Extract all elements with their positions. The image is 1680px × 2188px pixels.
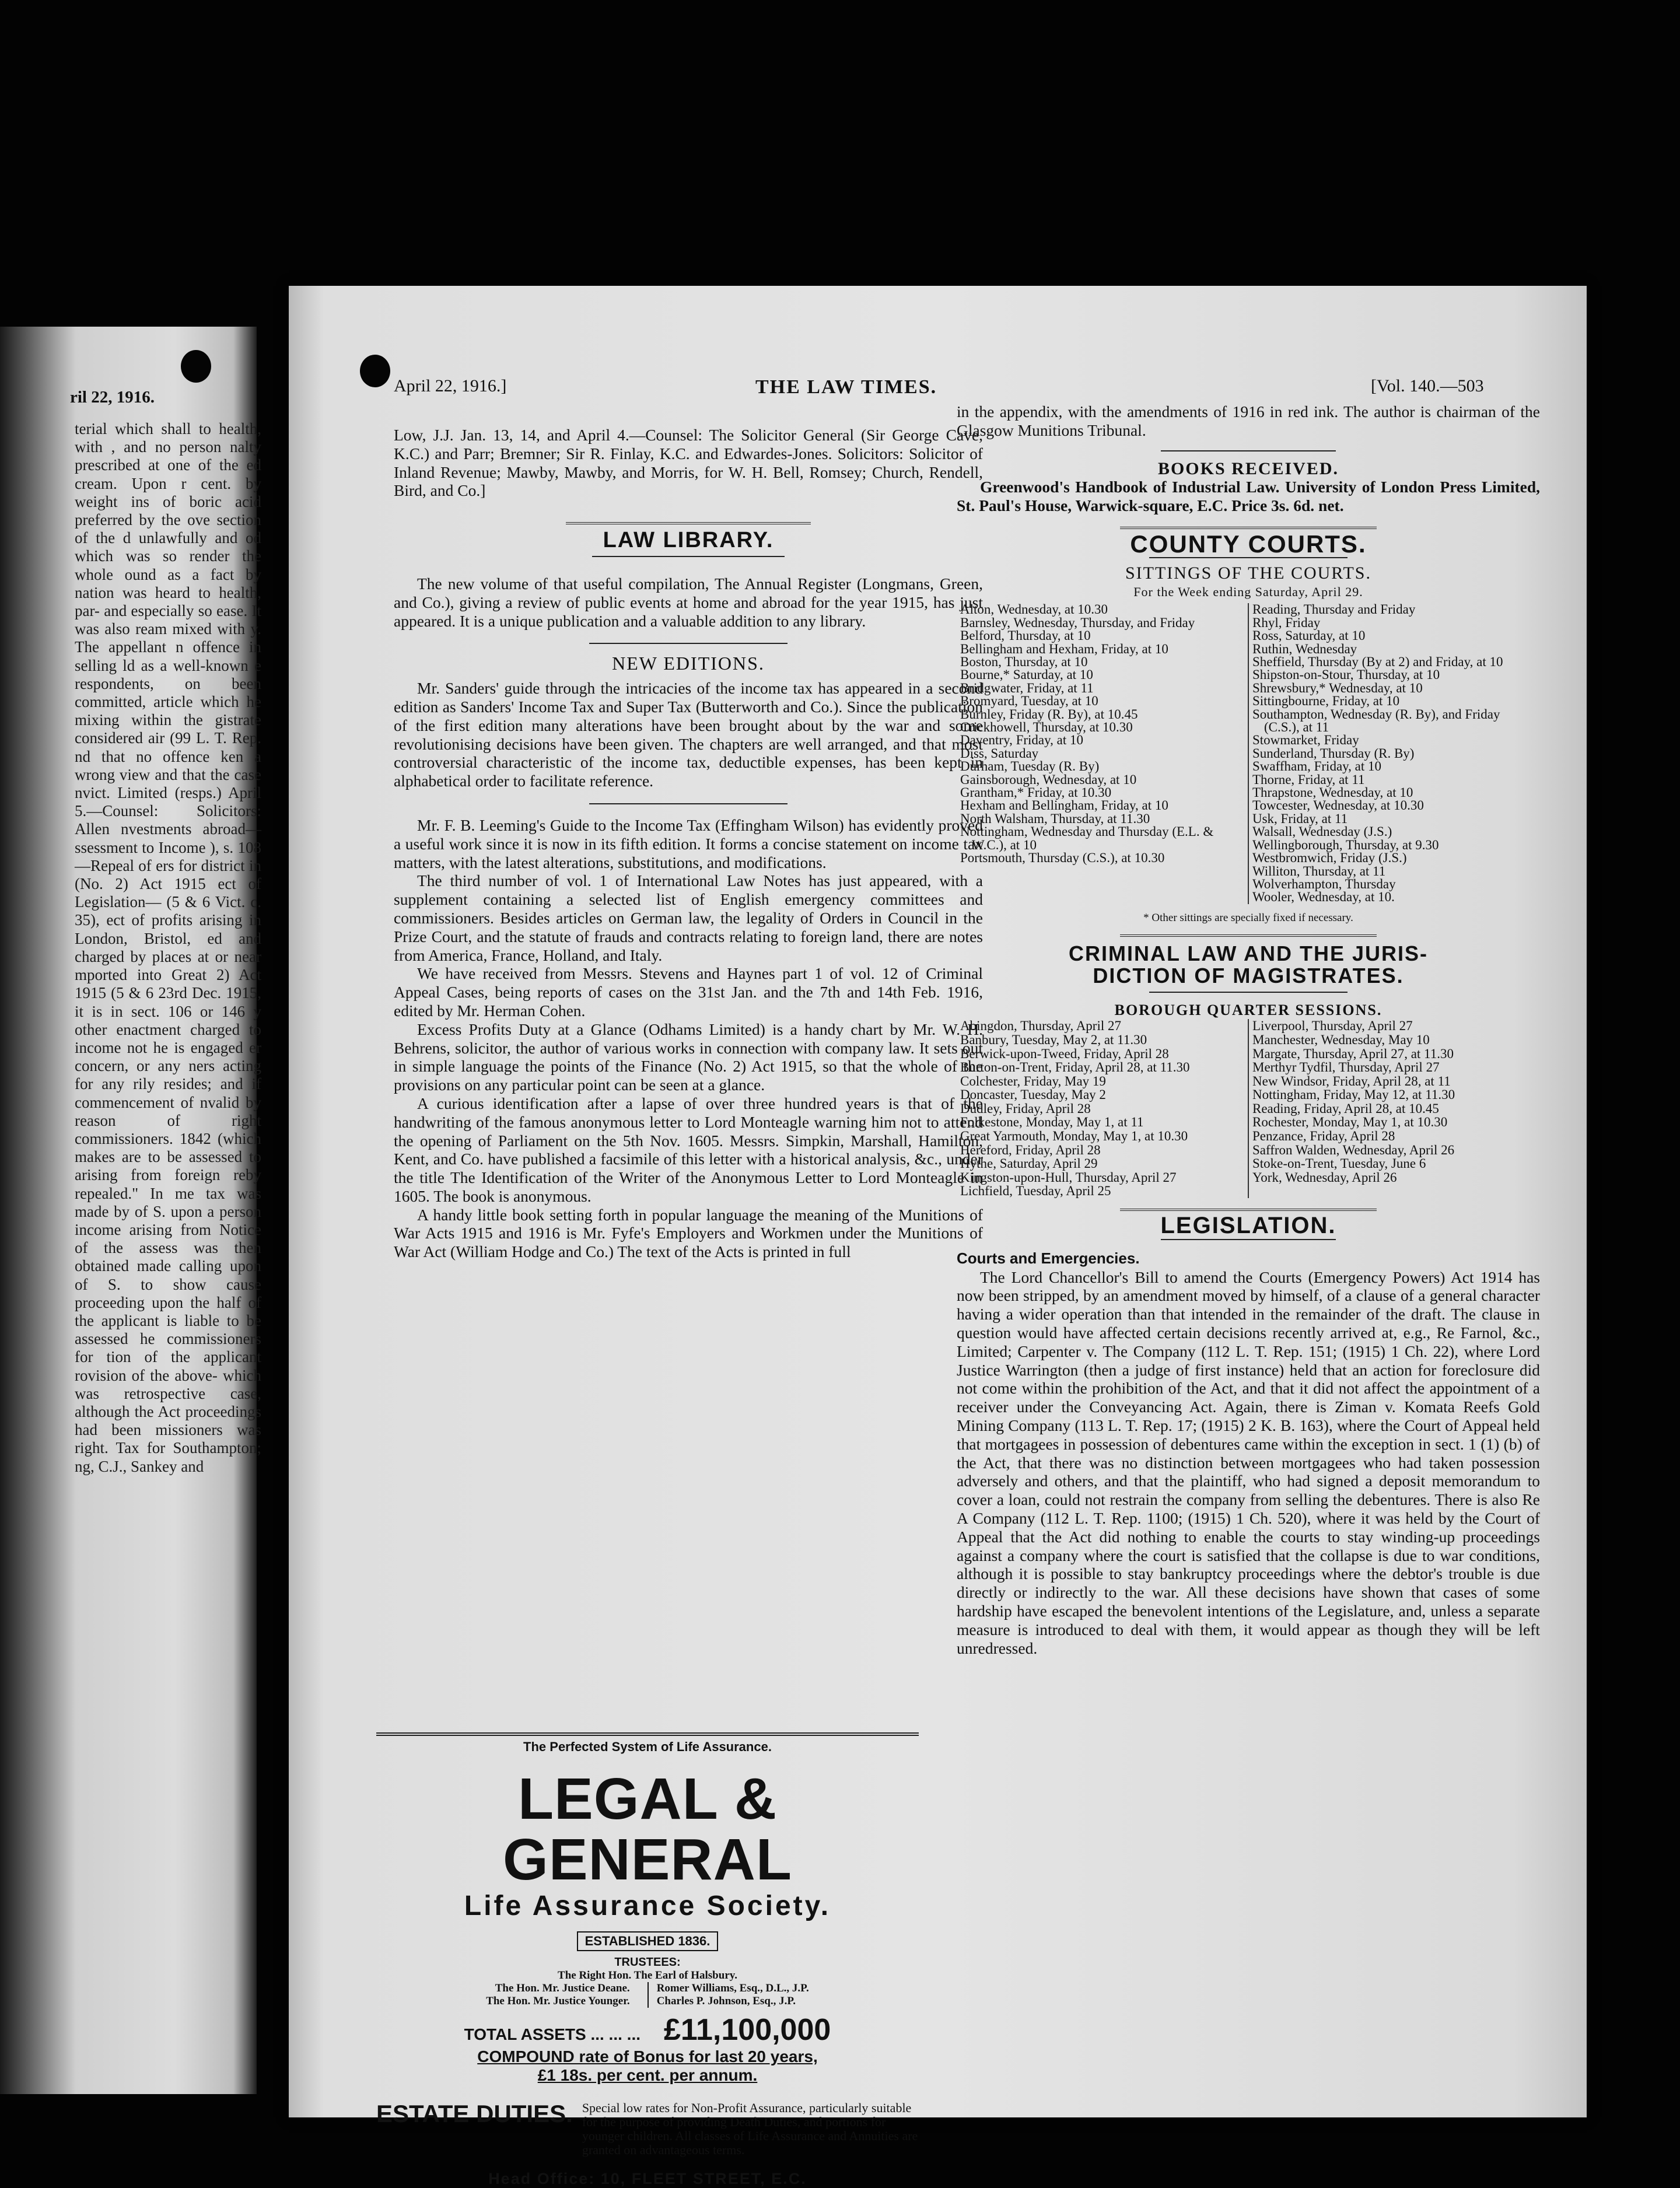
appendix-note: in the appendix, with the amendments of 1916 in red ink. The author is chairman of the Glasgow Munitions Tribunal.	[957, 402, 1540, 439]
trustees-right	[648, 1982, 809, 2008]
bonus-line: COMPOUND rate of Bonus for last 20 years,	[477, 2047, 818, 2066]
court-sitting: Ross, Saturday, at 10	[1252, 628, 1366, 643]
left-page-text: terial which shall to health, with , and no person nalty prescribed at one of the ed cream. Upon r cent. by weight ins of boric acid preferred by the ove section of the d unlawfully and od which was so render the whole ound as a fact by nation was heard to health, par- and especially so ease. It was also ream mixed with y. The appellant n offence in selling ld as a well-known e respondents, on been committed, article which he mixing within the gistrate considered air (99 L. T. Rep. nd that no offence ken a wrong view and that the case nvict. Limited (resps.) April 5.—Counsel: Solicitors: Allen nvestments abroad— ssessment to Income ), s. 108—Repeal of ers for district in (No. 2) Act 1915 ect of Legislation— (5 & 6 Vict. c. 35), ect of profits arising in London, Bristol, ed and charged by places at or near mported into Great 2) Act 1915 (5 & 6 23rd Dec. 1915, it is in sect. 106 or 146 y other enactment charged to income not he is engaged er concern, or any ners acting for any rily resides; and if commencement of nvalid by reason of right commissioners. 1842 (which makes are to be assessed to arising from foreign reby repealed." In me tax was made by of S. upon a person income arising from Notice of the assess was then obtained made calling upon of S. to show cause proceeding upon the half of the applicant is liable to be assessed he commissioners for tion of the applicant rovision of the above- which was retrospective case, although the Act proceedings had been missioners was right. Tax for Southampton; ng, C.J., Sankey and	[75, 420, 261, 1475]
court-sitting: Swaffham, Friday, at 10	[1252, 759, 1382, 774]
quarter-session: Saffron Walden, Wednesday, April 26	[1252, 1142, 1455, 1157]
advert-company-name: LEGAL & GENERAL	[503, 1766, 792, 1892]
quarter-session: York, Wednesday, April 26	[1252, 1170, 1397, 1185]
court-sitting: Stowmarket, Friday	[1252, 733, 1359, 748]
courts-emergencies-text: The Lord Chancellor's Bill to amend the Courts (Emergency Powers) Act 1914 has now been stripped, by an amendment moved by himself, of a clause of a general character having a wider operation than that intended in the remainder of the draft. The clause in question would have affected certain decisions recently arrived at, e.g., Re Farnol, &c., Limited; Carpenter v. The Company (112 L. T. Rep. 151; (1915) 1 Ch. 22), where Lord Justice Warrington (then a judge of first instance) held that an action for foreclosure did not come within the prohibition of the Act, and that it did not affect the appointment of a receiver under the Conveyancing Act. Again, there is Ziman v. Komata Reefs Gold Mining Company (113 L. T. Rep. 17; (1915) 2 K. B. 163), where the Court of Appeal held that mortgagees in possession of debentures came within the exception in sect. 1 (1) (b) of the Act, that there was no distinction between mortgagees who had taken possession adversely and others, and that the plaintiff, who had signed a deposit memorandum to cover a loan, could not restrain the company from selling the debentures. There is also Re A Company (112 L. T. Rep. 1100; (1915) 1 Ch. 520), where it was held by the Court of Appeal that the Act did nothing to enable the courts to stay winding-up proceedings against a company where the court is satisfied that the collapse is due to war conditions, although it is possible to stay bankruptcy proceedings where the debtor's trouble is due directly or indirectly to the war. All these decisions have shown that cases of some hardship have escaped the benevolent intentions of the Legislature, and, unless a separate measure is introduced to deal with them, it would appear as though they will be left unredressed.	[957, 1268, 1540, 1657]
courts-left-list	[957, 603, 1248, 904]
quarter-session: Penzance, Friday, April 28	[1252, 1129, 1395, 1144]
quarter-session: Merthyr Tydfil, Thursday, April 27	[1252, 1060, 1440, 1075]
week-line: For the Week ending Saturday, April 29.	[1133, 584, 1363, 599]
courts-footnote: * Other sittings are specially fixed if necessary.	[1143, 911, 1353, 924]
quarter-session: Kingston-upon-Hull, Thursday, April 27	[960, 1170, 1177, 1185]
courts-table	[957, 603, 1540, 904]
quarter-session: Folkestone, Monday, May 1, at 11	[960, 1115, 1144, 1130]
legal-general-advert	[376, 1732, 919, 2188]
sessions-right-list	[1248, 1019, 1540, 1198]
divider	[589, 643, 788, 644]
books-received-heading: BOOKS RECEIVED.	[1157, 458, 1339, 478]
trustees-list	[376, 1982, 919, 2008]
court-sitting: Sunderland, Thursday (R. By)	[1252, 745, 1415, 761]
quarter-session: Doncaster, Tuesday, May 2	[960, 1087, 1106, 1102]
bonus-rate: £1 18s. per cent. per annum.	[537, 2066, 758, 2084]
court-sitting: Wolverhampton, Thursday	[1252, 876, 1396, 891]
court-sitting: Bromyard, Tuesday, at 10	[960, 694, 1098, 709]
criminal-law-heading-line: DICTION OF MAGISTRATES.	[1093, 963, 1404, 988]
estate-duties-heading: ESTATE DUTIES.	[376, 2100, 573, 2127]
book-note: We have received from Messrs. Stevens and Haynes part 1 of vol. 12 of Criminal Appeal Cases, being reports of cases on the 31st Jan. and the 7th and 14th Feb. 1916, edited by Mr. Herman Cohen.	[394, 964, 983, 1020]
court-sitting: Wellingborough, Thursday, at 9.30	[1252, 837, 1439, 852]
divider	[1120, 527, 1377, 529]
law-library-heading: LAW LIBRARY.	[603, 528, 774, 553]
book-note: The third number of vol. 1 of International Law Notes has just appeared, with a supplement containing a selected list of English emergency committees and commissioners. Besides articles on German law, the legality of Orders in Council in the Prize Court, and the statute of frauds and contracts relating to foreign land, there are notes from America, France, Holland, and Italy.	[394, 871, 983, 964]
court-sitting: North Walsham, Thursday, at 11.30	[960, 811, 1150, 826]
divider	[1120, 1209, 1377, 1211]
quarter-session: Nottingham, Friday, May 12, at 11.30	[1252, 1087, 1455, 1102]
newspaper-page	[289, 286, 1587, 2187]
court-sitting: Crickhowell, Thursday, at 10.30	[960, 720, 1133, 735]
court-sitting: Walsall, Wednesday (J.S.)	[1252, 824, 1392, 839]
quarter-session: Dudley, Friday, April 28	[960, 1101, 1091, 1116]
court-sitting: Sheffield, Thursday (By at 2) and Friday, at 10	[1252, 654, 1503, 669]
trustee: The Hon. Mr. Justice Younger.	[486, 1995, 630, 2007]
quarter-session: Great Yarmouth, Monday, May 1, at 10.30	[960, 1129, 1188, 1144]
assets-label: TOTAL ASSETS ... ... ...	[464, 2025, 641, 2043]
quarter-session: New Windsor, Friday, April 28, at 11	[1252, 1073, 1451, 1088]
divider	[1161, 450, 1336, 451]
court-sitting: Alton, Wednesday, at 10.30	[960, 602, 1108, 617]
criminal-law-heading	[957, 943, 1540, 987]
book-note: A curious identification after a lapse of over three hundred years is that of the handwriting of the famous anonymous letter to Lord Monteagle warning him not to attend the opening of Parliament on the 5th Nov. 1605. Messrs. Simpkin, Marshall, Hamilton, Kent, and Co. have published a facsimile of this letter with a historical analysis, &c., under the title The Identification of the Writer of the Anonymous Letter to Lord Monteagle in 1605. The book is anonymous.	[394, 1094, 983, 1205]
established-badge: ESTABLISHED 1836.	[577, 1931, 719, 1951]
court-sitting: Rhyl, Friday	[1252, 615, 1321, 630]
court-sitting: Barnsley, Wednesday, Thursday, and Friday	[960, 615, 1195, 630]
punch-hole	[360, 355, 390, 387]
quarter-session: Banbury, Tuesday, May 2, at 11.30	[960, 1032, 1147, 1047]
court-sitting: Gainsborough, Wednesday, at 10	[960, 772, 1137, 787]
quarter-session: Lichfield, Tuesday, April 25	[960, 1184, 1111, 1199]
left-page-date: ril 22, 1916.	[70, 388, 155, 407]
assets-value: £11,100,000	[664, 2013, 831, 2047]
books-received-text: Greenwood's Handbook of Industrial Law. University of London Press Limited, St. Paul's House, Warwick-square, E.C. Price 3s. 6d. net.	[957, 478, 1540, 515]
court-sitting: Bridgwater, Friday, at 11	[960, 680, 1094, 695]
case-counsel-text: Low, J.J. Jan. 13, 14, and April 4.—Counsel: The Solicitor General (Sir George Cave, K.C.) and Parr; Bremner; Sir R. Finlay, K.C. and Edwardes-Jones. Solicitors: Solicitor of Inland Revenue; Mawby, Mawby, and Morris, for W. H. Bell, Romsey; Church, Rendell, Bird, and Co.]	[394, 426, 983, 500]
quarter-session: Hythe, Saturday, April 29	[960, 1156, 1098, 1171]
divider	[592, 556, 785, 557]
left-page	[0, 327, 261, 2094]
law-library-text: The new volume of that useful compilation, The Annual Register (Longmans, Green, and Co.), giving a review of public events at home and abroad for the year 1915, has just appeared. It is a unique publication and a valuable addition to any library.	[394, 574, 983, 630]
quarter-session: Abingdon, Thursday, April 27	[960, 1018, 1121, 1034]
sessions-table	[957, 1019, 1540, 1198]
divider	[1161, 1239, 1336, 1240]
court-sitting: Diss, Saturday	[960, 745, 1039, 761]
court-sitting: Shipston-on-Stour, Thursday, at 10	[1252, 667, 1440, 682]
criminal-law-heading-line: CRIMINAL LAW AND THE JURIS-	[1069, 941, 1428, 965]
assets-line	[376, 2012, 919, 2047]
court-sitting: Williton, Thursday, at 11	[1252, 863, 1386, 878]
court-sitting: Sittingbourne, Friday, at 10	[1252, 694, 1400, 709]
divider	[589, 803, 788, 804]
trustees-label: TRUSTEES:	[614, 1956, 681, 1969]
court-sitting: Bourne,* Saturday, at 10	[960, 667, 1093, 682]
court-sitting: Wooler, Wednesday, at 10.	[1252, 890, 1395, 905]
advert-border	[376, 1732, 919, 1736]
court-sitting: Bellingham and Hexham, Friday, at 10	[960, 641, 1168, 656]
court-sitting: Belford, Thursday, at 10	[960, 628, 1091, 643]
quarter-session: Liverpool, Thursday, April 27	[1252, 1018, 1413, 1034]
page-title: THE LAW TIMES.	[755, 376, 937, 398]
quarter-session: Berwick-upon-Tweed, Friday, April 28	[960, 1046, 1169, 1061]
court-sitting: Boston, Thursday, at 10	[960, 654, 1088, 669]
book-note: Mr. F. B. Leeming's Guide to the Income Tax (Effingham Wilson) has evidently proved a useful work since it is now in its fifth edition. It forms a concise statement on income tax matters, with the latest alterations, substitutions, and modifications.	[394, 815, 983, 871]
sittings-heading: SITTINGS OF THE COURTS.	[1125, 563, 1371, 583]
quarter-session: Stoke-on-Trent, Tuesday, June 6	[1252, 1156, 1426, 1171]
quarter-session: Burton-on-Trent, Friday, April 28, at 11.30	[960, 1060, 1190, 1075]
trustee: The Right Hon. The Earl of Halsbury.	[558, 1969, 737, 1982]
new-editions-heading: NEW EDITIONS.	[612, 653, 765, 674]
court-sitting: Westbromwich, Friday (J.S.)	[1252, 850, 1407, 866]
quarter-session: Margate, Thursday, April 27, at 11.30	[1252, 1046, 1454, 1061]
page-date: April 22, 1916.]	[394, 376, 507, 395]
sessions-left-list	[957, 1019, 1248, 1198]
court-sitting: Towcester, Wednesday, at 10.30	[1252, 798, 1424, 813]
court-sitting: Nottingham, Wednesday and Thursday (E.L. & W.C.), at 10	[960, 824, 1214, 852]
borough-sessions-heading: BOROUGH QUARTER SESSIONS.	[1114, 1001, 1382, 1018]
quarter-session: Rochester, Monday, May 1, at 10.30	[1252, 1115, 1448, 1130]
quarter-session: Hereford, Friday, April 28	[960, 1142, 1101, 1157]
quarter-session: Colchester, Friday, May 19	[960, 1073, 1106, 1088]
courts-emergencies-heading: Courts and Emergencies.	[957, 1249, 1140, 1267]
court-sitting: Hexham and Bellingham, Friday, at 10	[960, 798, 1168, 813]
court-sitting: Durham, Tuesday (R. By)	[960, 759, 1100, 774]
court-sitting: Southampton, Wednesday (R. By), and Friday (C.S.), at 11	[1252, 706, 1500, 735]
trustee: Romer Williams, Esq., D.L., J.P.	[656, 1982, 809, 1994]
county-courts-heading: COUNTY COURTS.	[1130, 530, 1367, 558]
trustee: The Hon. Mr. Justice Deane.	[495, 1982, 630, 1994]
punch-hole	[181, 350, 211, 383]
estate-duties	[376, 2101, 919, 2157]
quarter-session: Manchester, Wednesday, May 10	[1252, 1032, 1430, 1047]
quarter-session: Reading, Friday, April 28, at 10.45	[1252, 1101, 1439, 1116]
trustees-left	[486, 1982, 630, 2008]
court-sitting: Reading, Thursday and Friday	[1252, 602, 1416, 617]
trustee: Charles P. Johnson, Esq., J.P.	[656, 1995, 796, 2007]
court-sitting: Usk, Friday, at 11	[1252, 811, 1348, 826]
new-editions-text: Mr. Sanders' guide through the intricacies of the income tax has appeared in a second edition as Sanders' Income Tax and Super Tax (Butterworth and Co.). Since the publication of the first edition many alterations have been brought about by the war and some revolutionising decisions have been given. The chapters are well arranged, and that most controversial characteristic of the income tax, deductible expenses, has been kept in alphabetical order to facilitate reference.	[394, 679, 983, 790]
left-column	[394, 426, 983, 1261]
court-sitting: Portsmouth, Thursday (C.S.), at 10.30	[960, 850, 1165, 866]
advert-tagline: The Perfected System of Life Assurance.	[523, 1739, 772, 1754]
court-sitting: Grantham,* Friday, at 10.30	[960, 785, 1112, 800]
court-sitting: Ruthin, Wednesday	[1252, 641, 1357, 656]
court-sitting: Shrewsbury,* Wednesday, at 10	[1252, 680, 1423, 695]
volume-number: [Vol. 140.—503	[1371, 376, 1484, 395]
right-column	[957, 402, 1540, 1657]
court-sitting: Daventry, Friday, at 10	[960, 733, 1083, 748]
legislation-heading: LEGISLATION.	[1160, 1213, 1336, 1239]
book-note: A handy little book setting forth in popular language the meaning of the Munitions of War Acts 1915 and 1916 is Mr. Fyfe's Employers and Workmen under the Munitions of War Act (William Hodge and Co.) The text of the Acts is printed in full	[394, 1205, 983, 1261]
courts-right-list	[1248, 603, 1540, 904]
divider	[1149, 992, 1348, 993]
court-sitting: Thrapstone, Wednesday, at 10	[1252, 785, 1413, 800]
court-sitting: Burnley, Friday (R. By), at 10.45	[960, 706, 1138, 722]
divider	[1120, 934, 1377, 937]
estate-duties-text: Special low rates for Non-Profit Assurance, particularly suitable for the purpose of providing Death Duties, and portions for younger children. All classes of Life Assurance and Annuities are granted on advantageous terms.	[582, 2101, 918, 2157]
book-note: Excess Profits Duty at a Glance (Odhams Limited) is a handy chart by Mr. W. H. Behrens, solicitor, the author of various works in connection with company law. It sets out in simple language the points of the Finance (No. 2) Act 1915, so that the whole of the provisions on any particular point can be seen at a glance.	[394, 1020, 983, 1094]
divider	[566, 522, 811, 524]
court-sitting: Thorne, Friday, at 11	[1252, 772, 1365, 787]
head-office: Head Office: 10, FLEET STREET, E.C.	[488, 2170, 807, 2187]
advert-subname: Life Assurance Society.	[464, 1891, 831, 1921]
